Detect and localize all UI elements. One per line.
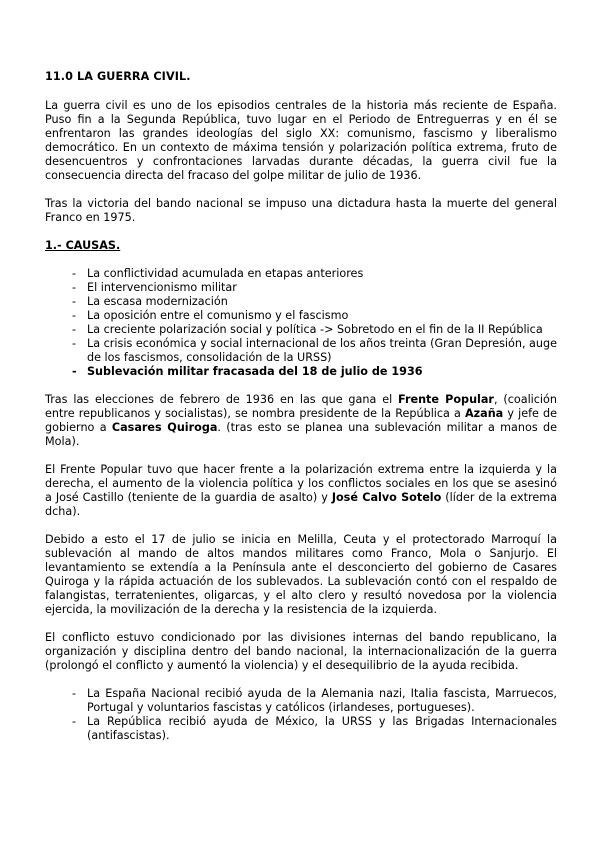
causes-list bbox=[45, 267, 557, 379]
list-item: - La conflictividad acumulada en etapas anteriores bbox=[72, 267, 557, 281]
conflicto-paragraph: El conflicto estuvo condicionado por las divisiones internas del bando republicano, la organización y disciplina dentro del bando nacional, la internacionalización de la guerra (prolongó el conflicto y aumentó la violencia) y el desequilibrio de la ayuda recibida. bbox=[45, 631, 557, 672]
intro-paragraph-1: La guerra civil es uno de los episodios centrales de la historia más reciente de España. Puso fin a la Segunda República, tuvo lugar en el Periodo de Entreguerras y en él se enfrentaron las grandes ideologías del siglo XX: comunismo, fascismo y liberalismo democrático. En un contexto de máxima tensión y polarización política extrema, fruto de desencuentros y confrontaciones larvadas durante décadas, la guerra civil fue la consecuencia directa del fracaso del golpe militar de julio de 1936. bbox=[45, 99, 557, 182]
aid-list bbox=[45, 687, 557, 743]
list-item: - La oposición entre el comunismo y el fascismo bbox=[72, 309, 557, 323]
list-item: - El intervencionismo militar bbox=[72, 281, 557, 295]
text-run: El Frente Popular tuvo que hacer frente a la polarización extrema entre la izquierda y la derecha, el aumento de la violencia política y los conflictos sociales en los que se asesinó a José Castillo (teniente de la guardia de asalto) y bbox=[45, 463, 557, 504]
text-run: y jefe de gobierno a bbox=[45, 407, 557, 434]
list-item: - La crisis económica y social internacional de los años treinta (Gran Depresión, auge de los fascismos, consolidación de la URSS) bbox=[72, 337, 557, 365]
document-title: 11.0 LA GUERRA CIVIL. bbox=[45, 70, 191, 83]
list-item: - La República recibió ayuda de México, la URSS y las Brigadas Internacionales (antifascistas). bbox=[72, 715, 557, 743]
list-item: - La creciente polarización social y política -> Sobretodo en el fin de la II República bbox=[72, 323, 557, 337]
list-item: - Sublevación militar fracasada del 18 de julio de 1936 bbox=[72, 365, 557, 379]
text-run: , (coalición entre republicanos y socialistas), se nombra presidente de la República a bbox=[45, 393, 557, 420]
list-item: - La escasa modernización bbox=[72, 295, 557, 309]
elections-paragraph bbox=[45, 393, 557, 449]
section-heading-causas: 1.- CAUSAS. bbox=[45, 239, 121, 252]
calvo-sotelo-bold: José Calvo Sotelo bbox=[331, 491, 442, 504]
frente-popular-paragraph bbox=[45, 463, 557, 519]
azana-bold: Azaña bbox=[465, 407, 504, 420]
text-run: Tras las elecciones de febrero de 1936 en las que gana el bbox=[45, 393, 399, 406]
text-run: . (tras esto se planea una sublevación militar a manos de Mola). bbox=[45, 421, 557, 448]
intro-paragraph-2: Tras la victoria del bando nacional se impuso una dictadura hasta la muerte del general Franco en 1975. bbox=[45, 197, 557, 224]
list-item: - La España Nacional recibió ayuda de la Alemania nazi, Italia fascista, Marruecos, Portugal y voluntarios fascistas y católicos (irlandeses, portugueses). bbox=[72, 687, 557, 715]
casares-quiroga-bold: Casares Quiroga bbox=[111, 421, 218, 434]
text-run: (líder de la extrema dcha). bbox=[45, 491, 557, 518]
julio-paragraph: Debido a esto el 17 de julio se inicia en Melilla, Ceuta y el protectorado Marroquí la sublevación al mando de altos mandos militares como Franco, Mola o Sanjurjo. El levantamiento se extendía a la Península ante el desconcierto del gobierno de Casares Quiroga y la rápida actuación de los sublevados. La sublevación contó con el respaldo de falangistas, terratenientes, oligarcas, y el alto clero y resultó novedosa por la violencia ejercida, la movilización de la derecha y la resistencia de la izquierda. bbox=[45, 533, 557, 616]
frente-popular-bold: Frente Popular bbox=[398, 393, 494, 406]
